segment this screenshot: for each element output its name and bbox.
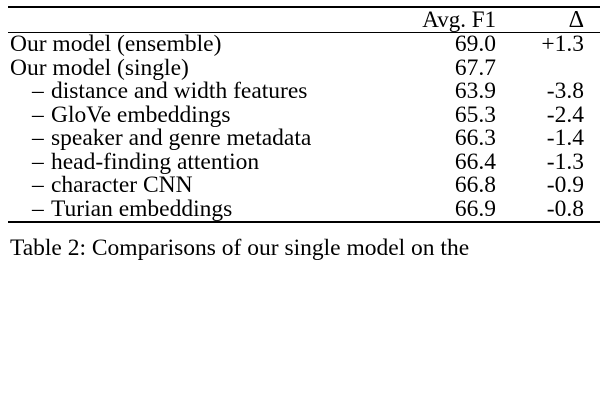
ablation-dash: – bbox=[32, 125, 44, 151]
row-delta bbox=[516, 57, 600, 81]
row-label: – GloVe embeddings bbox=[32, 101, 231, 128]
row-avg-f1: 66.3 bbox=[454, 125, 496, 151]
row-delta: -0.9 bbox=[546, 172, 584, 198]
table-row bbox=[8, 151, 600, 175]
table-bottom-rule bbox=[8, 222, 600, 223]
row-avg-f1: 65.3 bbox=[454, 101, 496, 128]
column-header-avg-f1: Avg. F1 bbox=[422, 7, 496, 32]
row-avg-f1: 69.0 bbox=[454, 31, 496, 57]
row-avg-f1: 66.4 bbox=[454, 148, 496, 175]
row-label: – distance and width features bbox=[32, 78, 308, 104]
table-row bbox=[8, 57, 600, 81]
table-row bbox=[8, 174, 600, 198]
ablation-dash: – bbox=[32, 78, 44, 104]
row-label: – Turian embeddings bbox=[32, 195, 233, 222]
row-delta: -0.8 bbox=[546, 195, 584, 222]
row-delta: -2.4 bbox=[546, 101, 584, 128]
row-delta: -1.4 bbox=[546, 125, 584, 151]
row-avg-f1: 63.9 bbox=[454, 78, 496, 104]
row-avg-f1: 67.7 bbox=[454, 54, 496, 81]
row-delta: +1.3 bbox=[541, 31, 584, 57]
row-label: – speaker and genre metadata bbox=[32, 125, 312, 151]
ablation-dash: – bbox=[32, 195, 44, 222]
table-row bbox=[8, 80, 600, 104]
ablation-dash: – bbox=[32, 148, 44, 175]
row-label: – character CNN bbox=[32, 172, 193, 198]
column-header-label bbox=[8, 8, 404, 33]
table-row bbox=[8, 198, 600, 223]
row-avg-f1: 66.8 bbox=[454, 172, 496, 198]
table-caption: Table 2: Comparisons of our single model on the bbox=[10, 235, 470, 261]
table-row bbox=[8, 33, 600, 57]
table-row bbox=[8, 104, 600, 128]
ablation-dash: – bbox=[32, 172, 44, 198]
ablation-dash: – bbox=[32, 101, 44, 128]
row-avg-f1: 66.9 bbox=[454, 195, 496, 222]
row-label: – head-finding attention bbox=[32, 148, 260, 175]
table-header-row bbox=[8, 8, 600, 33]
row-delta: -3.8 bbox=[546, 78, 584, 104]
ablation-table bbox=[8, 6, 600, 223]
row-label: Our model (single) bbox=[10, 54, 189, 81]
row-label: Our model (ensemble) bbox=[10, 31, 222, 57]
table-row bbox=[8, 127, 600, 151]
column-header-delta: Δ bbox=[568, 7, 584, 33]
row-delta: -1.3 bbox=[546, 148, 584, 175]
